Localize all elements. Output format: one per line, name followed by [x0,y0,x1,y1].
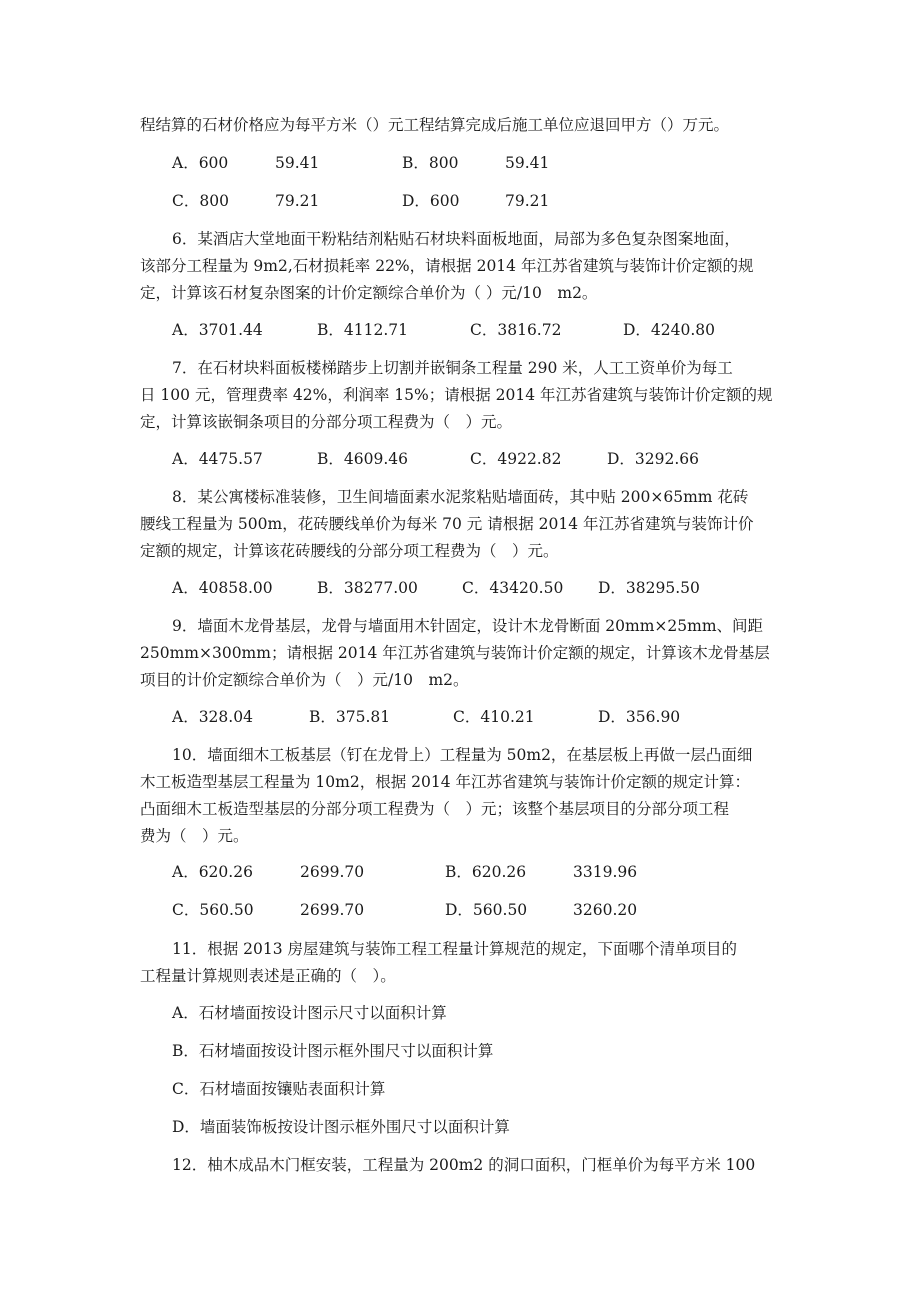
answer-value: 79.21 [505,192,550,210]
answer-option: C．石材墙面按镶贴表面积计算 [172,1080,386,1098]
question-line: 8．某公寓楼标准装修，卫生间墙面素水泥浆粘贴墙面砖，其中贴 200×65mm 花砖 [172,488,749,506]
answer-option: D．38295.50 [598,579,700,597]
answer-value: 2699.70 [300,863,365,881]
answer-option: A．3701.44 [172,321,263,339]
answer-option: D．3292.66 [607,450,700,468]
text-line: 该部分工程量为 9m2,石材损耗率 22%，请根据 2014 年江苏省建筑与装饰计价定额的规 [140,257,754,275]
answer-option: B．800 [402,154,459,172]
answer-option: A．620.26 [172,863,253,881]
answer-value: 3319.96 [573,863,638,881]
answer-option: A．石材墙面按设计图示尺寸以面积计算 [172,1004,447,1022]
answer-option: C．410.21 [453,708,535,726]
answer-option: B．620.26 [445,863,527,881]
answer-option: D．600 [402,192,460,210]
question-line: 12．柚木成品木门框安装，工程量为 200m2 的洞口面积，门框单价为每平方米 100 [172,1156,756,1174]
text-line: 程结算的石材价格应为每平方米（）元工程结算完成后施工单位应退回甲方（）万元。 [140,116,730,134]
question-line: 9．墙面木龙骨基层，龙骨与墙面用木针固定，设计木龙骨断面 20mm×25mm、间距 [172,617,764,635]
question-line: 11．根据 2013 房屋建筑与装饰工程工程量计算规范的规定，下面哪个清单项目的 [172,940,738,958]
answer-option: D．4240.80 [623,321,716,339]
text-line: 定，计算该石材复杂图案的计价定额综合单价为（ ）元/10 m2。 [140,284,598,302]
text-line: 定，计算该嵌铜条项目的分部分项工程费为（ ）元。 [140,413,513,431]
answer-value: 59.41 [505,154,550,172]
text-line: 250mm×300mm；请根据 2014 年江苏省建筑与装饰计价定额的规定，计算该木龙骨基层 [140,644,770,662]
answer-option: C．4922.82 [470,450,562,468]
answer-option: B．375.81 [309,708,391,726]
text-line: 工程量计算规则表述是正确的（ ）。 [140,967,396,985]
answer-option: C．43420.50 [462,579,564,597]
question-line: 10．墙面细木工板基层（钉在龙骨上）工程量为 50m2，在基层板上再做一层凸面细 [172,746,753,764]
text-line: 木工板造型基层工程量为 10m2，根据 2014 年江苏省建筑与装饰计价定额的规定计算： [140,773,751,791]
answer-value: 2699.70 [300,901,365,919]
answer-option: D．墙面装饰板按设计图示框外围尺寸以面积计算 [172,1118,510,1136]
text-line: 费为（ ）元。 [140,827,249,845]
answer-value: 59.41 [275,154,320,172]
text-line: 项目的计价定额综合单价为（ ）元/10 m2。 [140,671,469,689]
answer-option: D．356.90 [598,708,681,726]
answer-value: 3260.20 [573,901,638,919]
answer-option: C．560.50 [172,901,254,919]
text-line: 凸面细木工板造型基层的分部分项工程费为（ ）元；该整个基层项目的分部分项工程 [140,800,730,818]
text-line: 日 100 元，管理费率 42%，利润率 15%；请根据 2014 年江苏省建筑与装饰计价定额的规 [140,386,773,404]
answer-option: C．3816.72 [470,321,562,339]
answer-option: A．328.04 [172,708,253,726]
answer-option: A．600 [172,154,229,172]
answer-value: 79.21 [275,192,320,210]
answer-option: D．560.50 [445,901,528,919]
question-line: 7．在石材块料面板楼梯踏步上切割并嵌铜条工程量 290 米，人工工资单价为每工 [172,359,733,377]
answer-option: A．4475.57 [172,450,263,468]
question-line: 6．某酒店大堂地面干粉粘结剂粘贴石材块料面板地面，局部为多色复杂图案地面， [172,230,740,248]
answer-option: B．38277.00 [317,579,418,597]
answer-option: B．4112.71 [317,321,408,339]
answer-option: B．石材墙面按设计图示框外围尺寸以面积计算 [172,1042,494,1060]
text-line: 定额的规定，计算该花砖腰线的分部分项工程费为（ ）元。 [140,542,559,560]
answer-option: B．4609.46 [317,450,408,468]
answer-option: A．40858.00 [172,579,273,597]
text-line: 腰线工程量为 500m，花砖腰线单价为每米 70 元 请根据 2014 年江苏省建筑与装饰计价 [140,515,754,533]
answer-option: C．800 [172,192,229,210]
